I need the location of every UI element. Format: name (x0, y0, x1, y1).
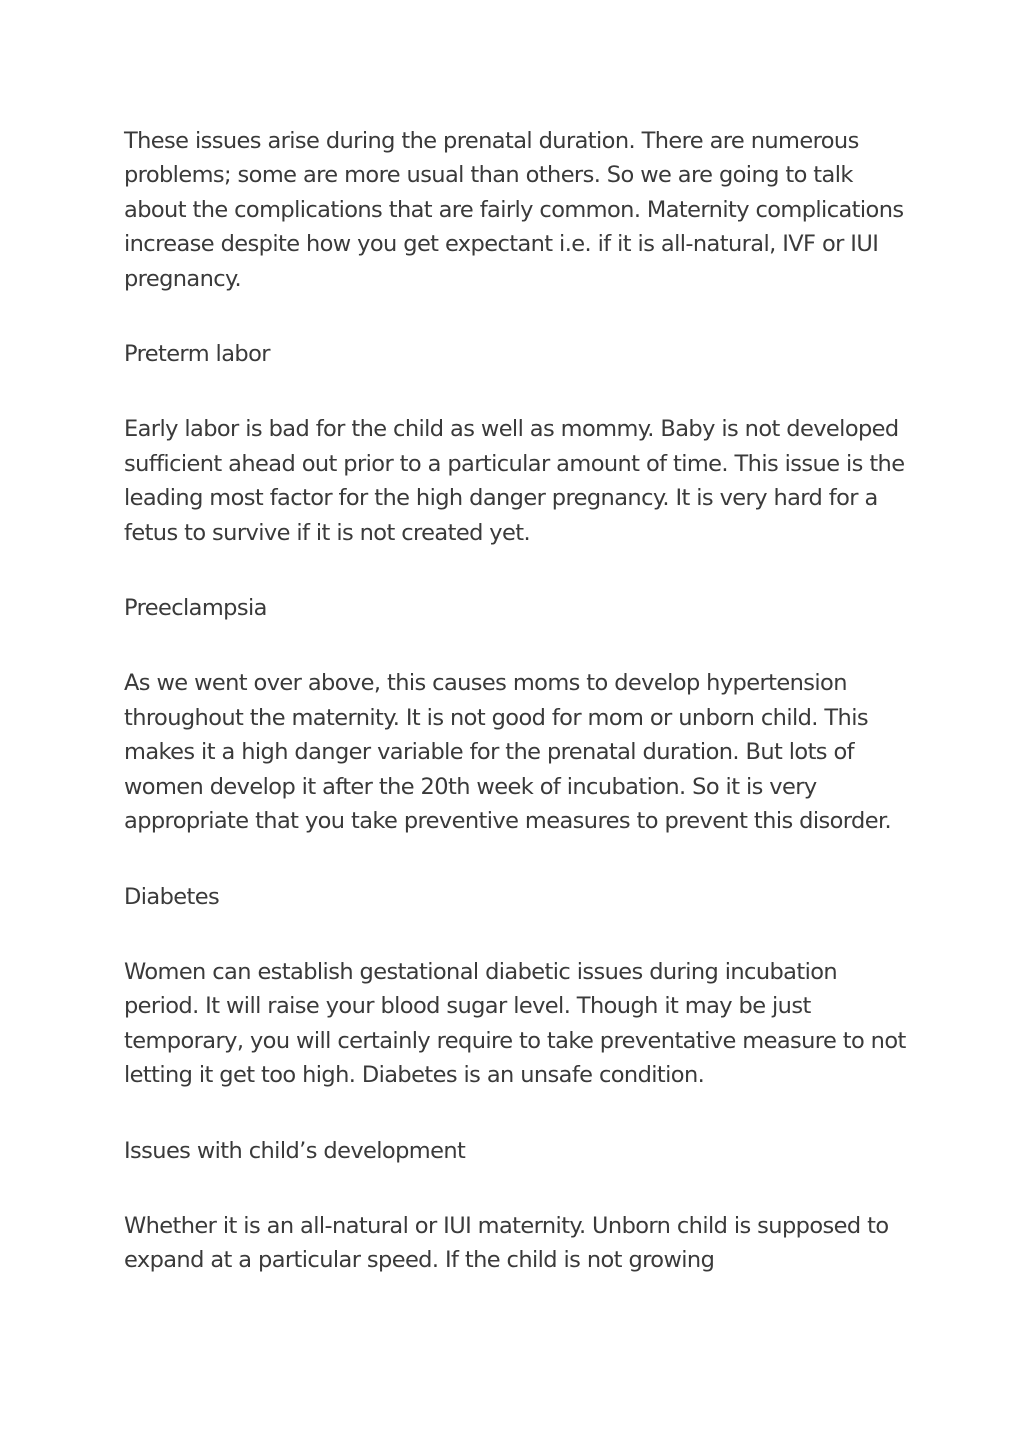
child-development-paragraph: Whether it is an all-natural or IUI maternity. Unborn child is supposed to expand at a particular speed. If the child is not growing (124, 1212, 889, 1274)
section-heading-preterm-labor: Preterm labor (124, 341, 270, 368)
spacer (124, 371, 909, 412)
spacer (124, 550, 909, 591)
spacer (124, 839, 909, 880)
section-heading-diabetes: Diabetes (124, 883, 220, 910)
spacer (124, 1093, 909, 1134)
spacer (124, 914, 909, 955)
spacer (124, 1168, 909, 1209)
diabetes-paragraph: Women can establish gestational diabetic issues during incubation period. It will raise your blood sugar level. Though it may be just temporary, you will certainly require to take preventative measure to not letting it get too high. Diabetes is an unsafe condition. (124, 958, 906, 1089)
document-body (124, 124, 909, 1278)
preeclampsia-paragraph: As we went over above, this causes moms to develop hypertension throughout the maternity. It is not good for mom or unborn child. This makes it a high danger variable for the prenatal duration. But lots of women develop it after the 20th week of incubation. So it is very appropriate that you take preventive measures to prevent this disorder. (124, 670, 892, 835)
spacer (124, 296, 909, 337)
spacer (124, 625, 909, 666)
preterm-labor-paragraph: Early labor is bad for the child as well as mommy. Baby is not developed sufficient ahead out prior to a particular amount of time. This issue is the leading most factor for the high danger pregnancy. It is very hard for a fetus to survive if it is not created yet. (124, 416, 905, 546)
section-heading-preeclampsia: Preeclampsia (124, 595, 267, 622)
intro-paragraph: These issues arise during the prenatal duration. There are numerous problems; some are more usual than others. So we are going to talk about the complications that are fairly common. Maternity complications increase despite how you get expectant i.e. if it is all-natural, IVF or IUI pregnancy. (124, 128, 904, 292)
section-heading-child-development: Issues with child’s development (124, 1137, 466, 1164)
